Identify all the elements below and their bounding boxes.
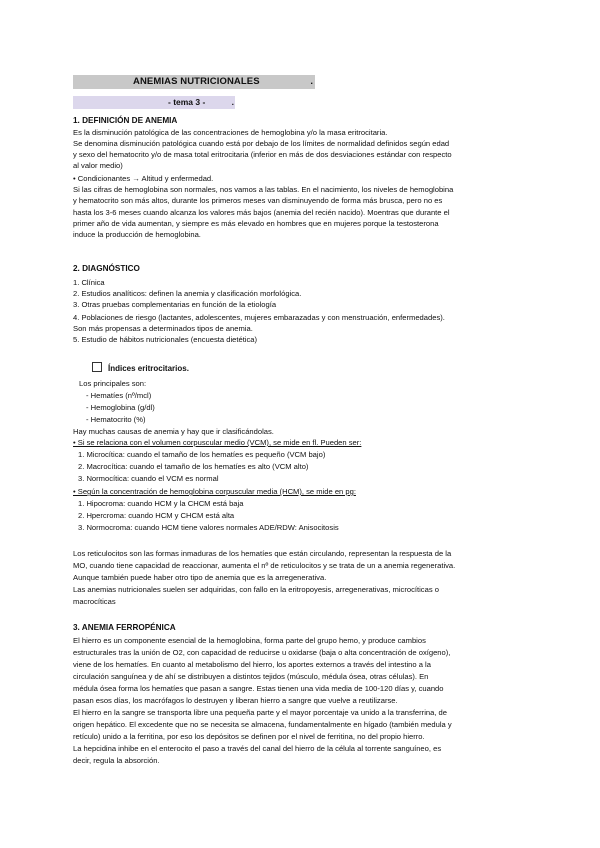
document-title: ANEMIAS NUTRICIONALES (133, 76, 260, 87)
list-item: 2. Estudios analíticos: definen la anemia y clasificación morfológica. (73, 289, 302, 298)
list-item: - Hemoglobina (g/dl) (86, 403, 155, 412)
list-item: 4. Poblaciones de riesgo (lactantes, adolescentes, mujeres embarazadas y con menstruación, enfermedades). (73, 313, 445, 322)
paragraph-line: viene de los hematíes. En cuanto al metabolismo del hierro, los aportes externos a través del intestino a la (73, 660, 431, 669)
paragraph-line: Se denomina disminución patológica cuando está por debajo de los límites de normalidad definidos según edad (73, 139, 450, 148)
list-item: 5. Estudio de hábitos nutricionales (encuesta dietética) (73, 335, 258, 344)
paragraph-line: Es la disminución patológica de las concentraciones de hemoglobina y/o la masa eritrocitaria. (73, 128, 388, 137)
paragraph-line: al valor medio) (73, 161, 123, 170)
paragraph-line: • Condicionantes → Altitud y enfermedad. (73, 174, 214, 183)
list-item: 3. Normocroma: cuando HCM tiene valores normales ADE/RDW: Anisocitosis (78, 523, 339, 532)
list-item: 1. Clínica (73, 278, 105, 287)
checkbox-icon (92, 362, 102, 372)
list-item: 3. Otras pruebas complementarias en función de la etiología (73, 300, 277, 309)
list-item: 2. Macrocítica: cuando el tamaño de los hematíes es alto (VCM alto) (78, 462, 309, 471)
paragraph-line: médula ósea forma los hematíes que pasan a sangre. Estas tienen una vida media de 100-120 días y, cuando (73, 684, 444, 693)
paragraph-line: La hepcidina inhibe en el enterocito el paso a través del canal del hierro de la célula al torrente sanguíneo, es (73, 744, 442, 753)
section-heading-definicion: 1. DEFINICIÓN DE ANEMIA (73, 116, 178, 125)
list-item: Son más propensas a determinados tipos de anemia. (73, 324, 253, 333)
paragraph-line: primer año de vida aumentan, y siempre es más elevado en hombres que en mujeres porque la testosterona (73, 219, 439, 228)
paragraph-line: macrocíticas (73, 597, 116, 606)
section-heading-diagnostico: 2. DIAGNÓSTICO (73, 264, 140, 273)
list-item: - Hematocrito (%) (86, 415, 146, 424)
paragraph-line: pasan esos días, los macrófagos lo destruyen y liberan hierro a sangre que vuelve a reutilizarse. (73, 696, 398, 705)
paragraph-line: origen hepático. El excedente que no se necesita se almacena, fundamentalmente en hígado (también medula y (73, 720, 452, 729)
paragraph-line: El hierro en la sangre se transporta libre una pequeña parte y el mayor porcentaje va unido a la transferrina, de (73, 708, 448, 717)
paragraph-line: y hematocrito son más altos, durante los primeros meses van disminuyendo de forma más brusca, pero no es (73, 196, 443, 205)
indices-heading (92, 362, 189, 374)
paragraph-line: decir, regula la absorción. (73, 756, 160, 765)
subheading-hcm: • Según la concentración de hemoglobina corpuscular media (HCM), se mide en pg: (73, 487, 356, 496)
paragraph-line: Los principales son: (79, 379, 147, 388)
paragraph-line: induce la producción de hemoglobina. (73, 230, 201, 239)
paragraph-line: El hierro es un componente esencial de la hemoglobina, forma parte del grupo hemo, y produce cambios (73, 636, 426, 645)
paragraph-line: y sexo del hematocrito y/o de masa total eritrocitaria (inferior en más de dos desviaciones estándar con respecto (73, 150, 452, 159)
indices-heading-label: Índices eritrocitarios. (108, 364, 189, 373)
paragraph-line: hasta los 3-6 meses cuando alcanza los valores más bajos (anemia del recién nacido). Moentras que durante el (73, 208, 450, 217)
paragraph-line: Las anemias nutricionales suelen ser adquiridas, con fallo en la eritropoyesis, arregenerativas, microcíticas o (73, 585, 439, 594)
list-item: - Hematíes (nº/mcl) (86, 391, 152, 400)
title-dot: . (310, 76, 313, 87)
subtitle-banner (73, 96, 235, 109)
list-item: 1. Hipocroma: cuando HCM y la CHCM está baja (78, 499, 244, 508)
paragraph-line: Si las cifras de hemoglobina son normales, nos vamos a las tablas. En el nacimiento, los niveles de hemoglobina (73, 185, 454, 194)
paragraph-line: Los reticulocitos son las formas inmaduras de los hematíes que están circulando, representan la respuesta de la (73, 549, 452, 558)
paragraph-line: estructurales tras la unión de O2, con capacidad de reducirse u oxidarse (baja o alta concentración de oxígeno), (73, 648, 451, 657)
subtitle-dot: . (231, 97, 234, 107)
title-banner (73, 75, 315, 89)
document-subtitle: - tema 3 - (168, 97, 206, 107)
paragraph-line: Hay muchas causas de anemia y hay que ir clasificándolas. (73, 427, 274, 436)
paragraph-line: circulación sanguínea y de ahí se distribuyen a distintos tejidos (músculo, médula ósea, otras células). En (73, 672, 429, 681)
list-item: 2. Hpercroma: cuando HCM y CHCM está alta (78, 511, 235, 520)
paragraph-line: Aunque también puede haber otro tipo de anemia que es la arregenerativa. (73, 573, 327, 582)
subheading-vcm: • Si se relaciona con el volumen corpuscular medio (VCM), se mide en fl. Pueden ser: (73, 438, 362, 447)
paragraph-line: MO, cuando tiene capacidad de reaccionar, aumenta el nº de reticulocitos y se trata de un a anemia regenerativa. (73, 561, 456, 570)
section-heading-ferropenica: 3. ANEMIA FERROPÉNICA (73, 623, 176, 632)
list-item: 1. Microcítica: cuando el tamaño de los hematíes es pequeño (VCM bajo) (78, 450, 326, 459)
paragraph-line: retículo) unido a la ferritina, por eso los depósitos se definen por el nivel de ferritina, no del propio hierro. (73, 732, 425, 741)
list-item: 3. Normocítica: cuando el VCM es normal (78, 474, 219, 483)
